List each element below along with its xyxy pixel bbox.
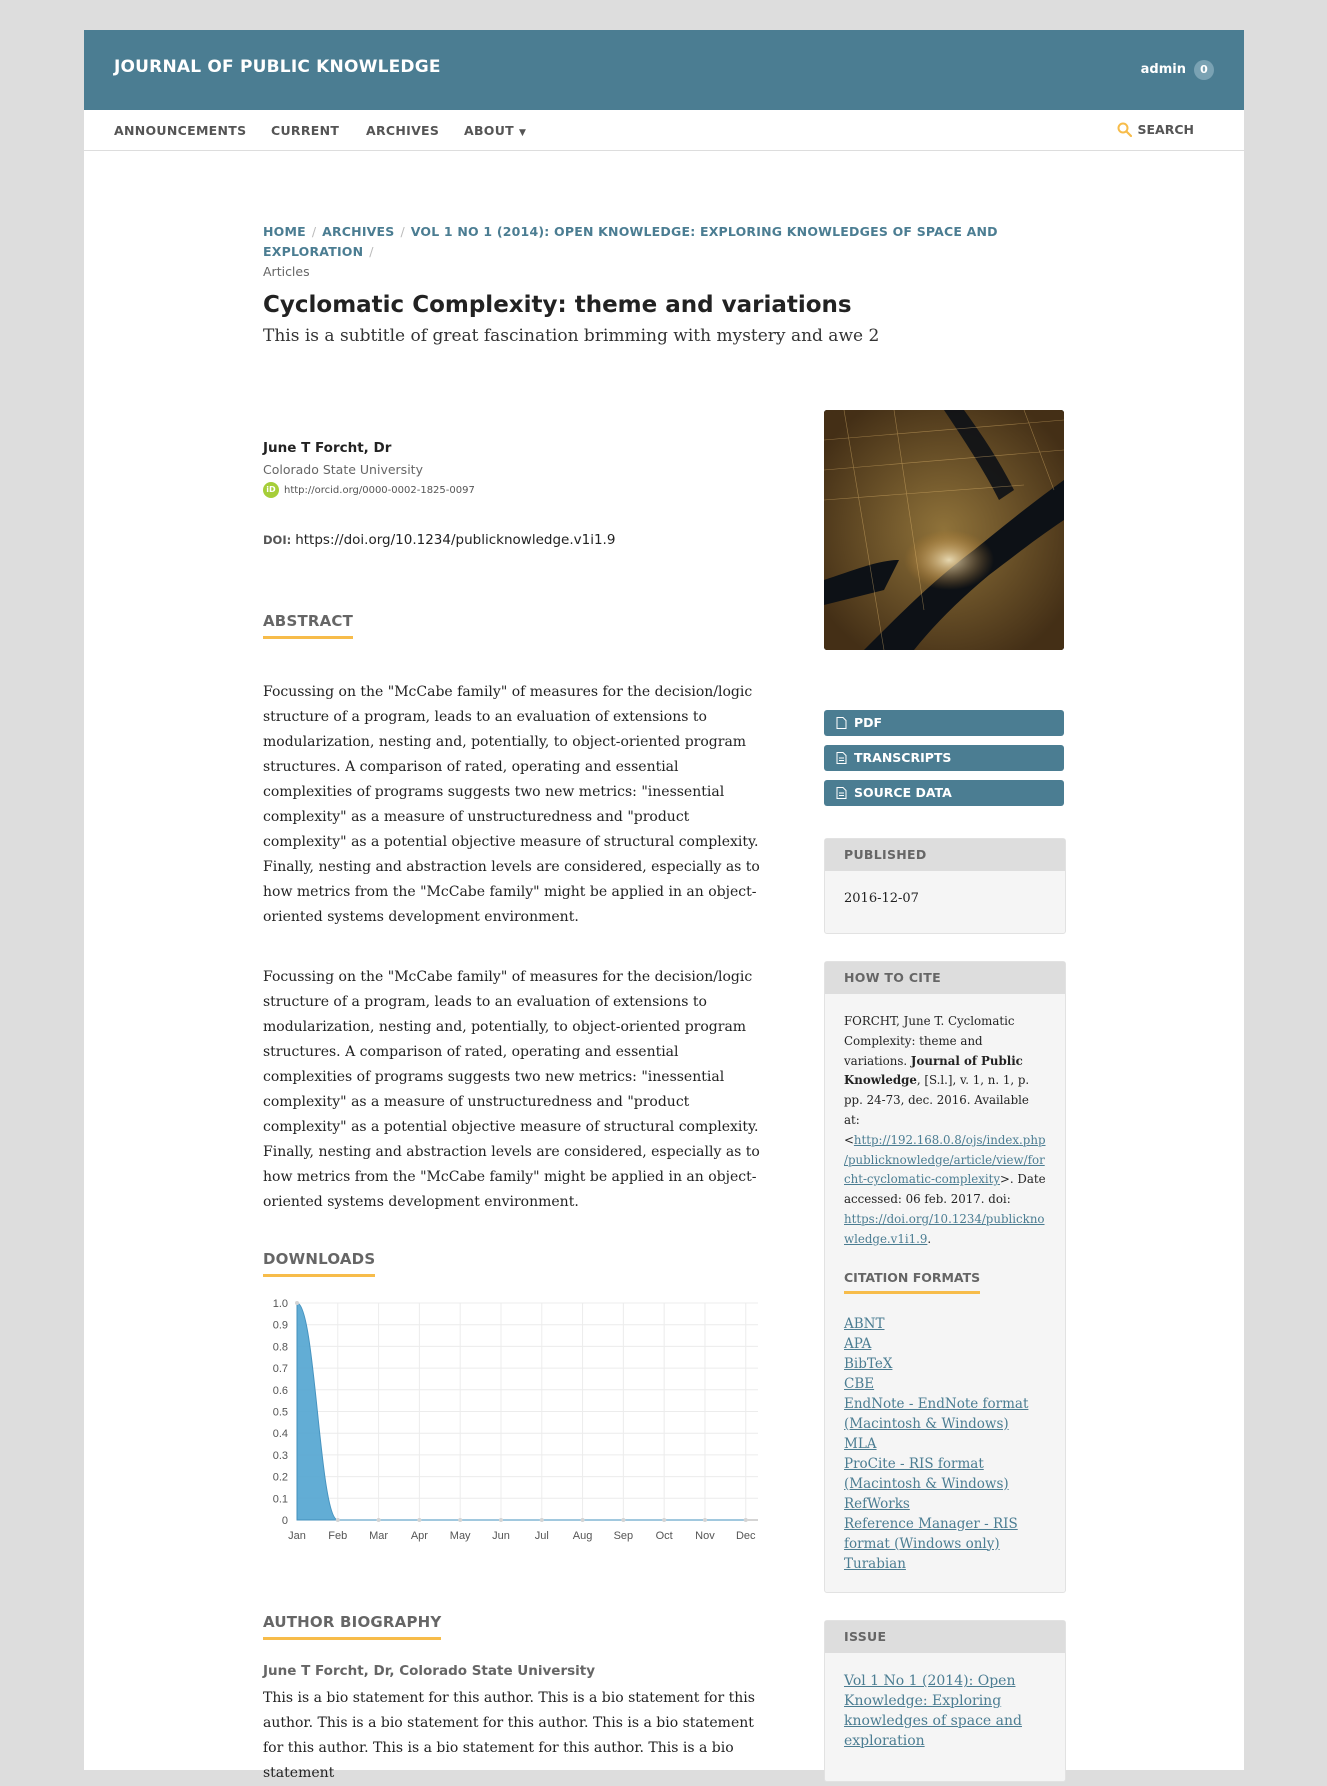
doi	[263, 532, 615, 548]
nav-about-label: ABOUT	[464, 123, 515, 138]
citation-format-turabian[interactable]: Turabian	[844, 1555, 906, 1572]
data-point	[744, 1518, 748, 1522]
data-point	[417, 1518, 421, 1522]
x-tick-label: Mar	[369, 1530, 389, 1542]
breadcrumb-separator: /	[311, 224, 317, 239]
citation-mid: , [S.l.], v. 1, n. 1, p. pp. 24-73, dec. 2016. Available at: <	[844, 1073, 1030, 1147]
y-tick-label: 0	[281, 1515, 288, 1527]
search-icon	[1117, 122, 1132, 137]
nav-about[interactable]	[464, 123, 526, 138]
site-title[interactable]: JOURNAL OF PUBLIC KNOWLEDGE	[114, 57, 441, 77]
data-point	[295, 1301, 299, 1305]
y-tick-label: 0.4	[272, 1428, 288, 1441]
author-biography-heading: AUTHOR BIOGRAPHY	[263, 1613, 441, 1640]
breadcrumb-separator: /	[400, 224, 405, 239]
breadcrumb-issue[interactable]: VOL 1 NO 1 (2014): OPEN KNOWLEDGE: EXPLORING KNOWLEDGES OF SPACE AND EXPLORATION	[263, 224, 998, 259]
orcid-link[interactable]: http://orcid.org/0000-0002-1825-0097	[284, 485, 475, 496]
data-point	[540, 1518, 544, 1522]
citation-format-apa[interactable]: APA	[844, 1335, 872, 1352]
x-tick-label: Jan	[288, 1530, 306, 1542]
x-tick-label: Feb	[328, 1530, 348, 1542]
citation-format-mla[interactable]: MLA	[844, 1435, 877, 1452]
y-tick-label: 0.3	[272, 1449, 288, 1462]
galley-transcripts-button[interactable]	[824, 745, 1064, 771]
published-date: 2016-12-07	[844, 891, 919, 906]
x-tick-label: Dec	[735, 1530, 756, 1542]
data-point	[581, 1518, 585, 1522]
primary-nav	[84, 110, 1244, 151]
x-tick-label: May	[449, 1530, 471, 1542]
x-tick-label: Nov	[695, 1530, 715, 1542]
issue-block	[824, 1620, 1066, 1782]
article-subtitle: This is a subtitle of great fascination brimming with mystery and awe 2	[263, 326, 880, 346]
citation-post: >. Date accessed: 06 feb. 2017. doi:	[844, 1172, 1046, 1207]
citation-pre: FORCHT, June T. Cyclomatic Complexity: theme and variations.	[844, 1014, 1015, 1068]
data-point	[662, 1518, 666, 1522]
cover-image[interactable]	[824, 410, 1064, 650]
doi-link[interactable]: https://doi.org/10.1234/publicknowledge.v1i1.9	[295, 532, 616, 548]
data-point	[499, 1518, 503, 1522]
downloads-chart-svg	[263, 1293, 763, 1553]
y-tick-label: 0.8	[272, 1341, 288, 1354]
username[interactable]: admin	[1140, 62, 1186, 77]
y-tick-label: 1.0	[272, 1298, 288, 1310]
galley-source-data-label: SOURCE DATA	[854, 785, 952, 800]
published-block	[824, 838, 1066, 934]
data-point	[377, 1518, 381, 1522]
data-point	[336, 1518, 340, 1522]
galley-pdf-label: PDF	[854, 715, 883, 730]
masthead	[84, 30, 1244, 110]
data-point	[703, 1518, 707, 1522]
citation-formats-heading: CITATION FORMATS	[844, 1270, 980, 1294]
abstract-heading: ABSTRACT	[263, 612, 353, 639]
abstract-paragraph: Focussing on the "McCabe family" of measures for the decision/logic structure of a program, leads to an evaluation of extensions to modularization, nesting and, potentially, to object-oriented program structures. A comparison of rated, operating and essential complexities of programs suggests two new metrics: "inessential complexity" as a measure of unstructuredness and "product complexity" as a potential objective measure of structural complexity. Finally, nesting and abstraction levels are considered, especially as to how metrics from the "McCabe family" might be applied in an object-oriented systems development environment.	[263, 684, 760, 925]
file-text-icon	[836, 787, 847, 799]
nav-archives[interactable]: ARCHIVES	[366, 123, 440, 138]
y-tick-label: 0.1	[272, 1493, 288, 1506]
downloads-heading: DOWNLOADS	[263, 1250, 375, 1277]
citation-end: .	[927, 1231, 932, 1246]
y-tick-label: 0.2	[272, 1471, 288, 1484]
citation-format-procite[interactable]: ProCite - RIS format (Macintosh & Windows)	[844, 1455, 1009, 1492]
citation-format-cbe[interactable]: CBE	[844, 1375, 875, 1392]
caret-down-icon: ▼	[519, 128, 527, 138]
search-link[interactable]	[1117, 122, 1194, 137]
file-text-icon	[836, 752, 847, 764]
bio-statement: This is a bio statement for this author. This is a bio statement for this author. This is a bio statement for this author. This is a bio statement for this author. This is a bio statement for this author. This is a bio statement	[263, 1690, 755, 1781]
y-tick-label: 0.9	[272, 1319, 288, 1332]
x-tick-label: Aug	[572, 1530, 593, 1542]
citation-journal: Journal of Public Knowledge	[844, 1053, 1023, 1088]
breadcrumb-archives[interactable]: ARCHIVES	[322, 224, 395, 239]
galley-pdf-button[interactable]	[824, 710, 1064, 736]
file-icon	[836, 717, 847, 729]
x-tick-label: Sep	[613, 1530, 634, 1542]
article-title: Cyclomatic Complexity: theme and variations	[263, 292, 852, 318]
breadcrumb-current: Articles	[263, 264, 310, 279]
abstract-paragraph: Focussing on the "McCabe family" of measures for the decision/logic structure of a program, leads to an evaluation of extensions to modularization, nesting and, potentially, to object-oriented program structures. A comparison of rated, operating and essential complexities of programs suggests two new metrics: "inessential complexity" as a measure of unstructuredness and "product complexity" as a potential objective measure of structural complexity. Finally, nesting and abstraction levels are considered, especially as to how metrics from the "McCabe family" might be applied in an object-oriented systems development environment.	[263, 969, 760, 1210]
breadcrumb-home[interactable]: HOME	[263, 224, 306, 239]
how-to-cite-heading: HOW TO CITE	[825, 962, 1065, 994]
published-heading: PUBLISHED	[825, 839, 1065, 871]
breadcrumb	[263, 222, 1063, 282]
citation-formats-list	[844, 1314, 1046, 1574]
how-to-cite-block	[824, 961, 1066, 1593]
galley-source-data-button[interactable]	[824, 780, 1064, 806]
x-tick-label: Oct	[655, 1530, 673, 1542]
downloads-chart	[263, 1293, 763, 1553]
galley-transcripts-label: TRANSCRIPTS	[854, 750, 952, 765]
cover-photo	[824, 410, 1064, 650]
citation-format-bibtex[interactable]: BibTeX	[844, 1355, 893, 1372]
user-menu[interactable]	[1141, 60, 1214, 80]
y-tick-label: 0.7	[272, 1363, 288, 1376]
x-tick-label: Jun	[492, 1530, 510, 1542]
x-tick-label: Jul	[534, 1530, 549, 1542]
issue-heading: ISSUE	[825, 1621, 1065, 1653]
breadcrumb-separator: /	[369, 244, 374, 259]
citation-format-refworks[interactable]: RefWorks	[844, 1495, 910, 1512]
citation-doi-link[interactable]: https://doi.org/10.1234/publicknowledge.v1i1.9	[844, 1211, 1045, 1246]
doi-label: DOI:	[263, 533, 292, 547]
author-name: June T Forcht, Dr	[263, 440, 392, 456]
citation-format-endnote[interactable]: EndNote - EndNote format (Macintosh & Windows)	[844, 1395, 1029, 1432]
orcid-icon: iD	[263, 482, 279, 498]
y-tick-label: 0.5	[272, 1406, 288, 1419]
issue-link[interactable]: Vol 1 No 1 (2014): Open Knowledge: Exploring knowledges of space and exploration	[844, 1673, 1022, 1749]
citation-format-reference-manager[interactable]: Reference Manager - RIS format (Windows only)	[844, 1515, 1018, 1552]
data-point	[458, 1518, 462, 1522]
nav-announcements[interactable]: ANNOUNCEMENTS	[114, 123, 247, 138]
citation-text	[844, 1012, 1046, 1250]
issue-body	[825, 1653, 1065, 1751]
y-tick-label: 0.6	[272, 1384, 288, 1397]
notification-badge[interactable]: 0	[1194, 60, 1214, 80]
citation-format-abnt[interactable]: ABNT	[844, 1315, 885, 1332]
x-tick-label: Apr	[410, 1530, 428, 1542]
data-point	[621, 1518, 625, 1522]
citation-url-link[interactable]: http://192.168.0.8/ojs/index.php/publicknowledge/article/view/forcht-cyclomatic-complexity	[844, 1132, 1046, 1187]
page	[84, 30, 1244, 1781]
how-to-cite-body	[825, 994, 1065, 1574]
search-label: SEARCH	[1137, 122, 1194, 137]
bio-author-name: June T Forcht, Dr, Colorado State University	[263, 1663, 596, 1679]
author-affiliation: Colorado State University	[263, 462, 423, 477]
orcid[interactable]	[263, 482, 475, 498]
nav-current[interactable]: CURRENT	[271, 123, 340, 138]
